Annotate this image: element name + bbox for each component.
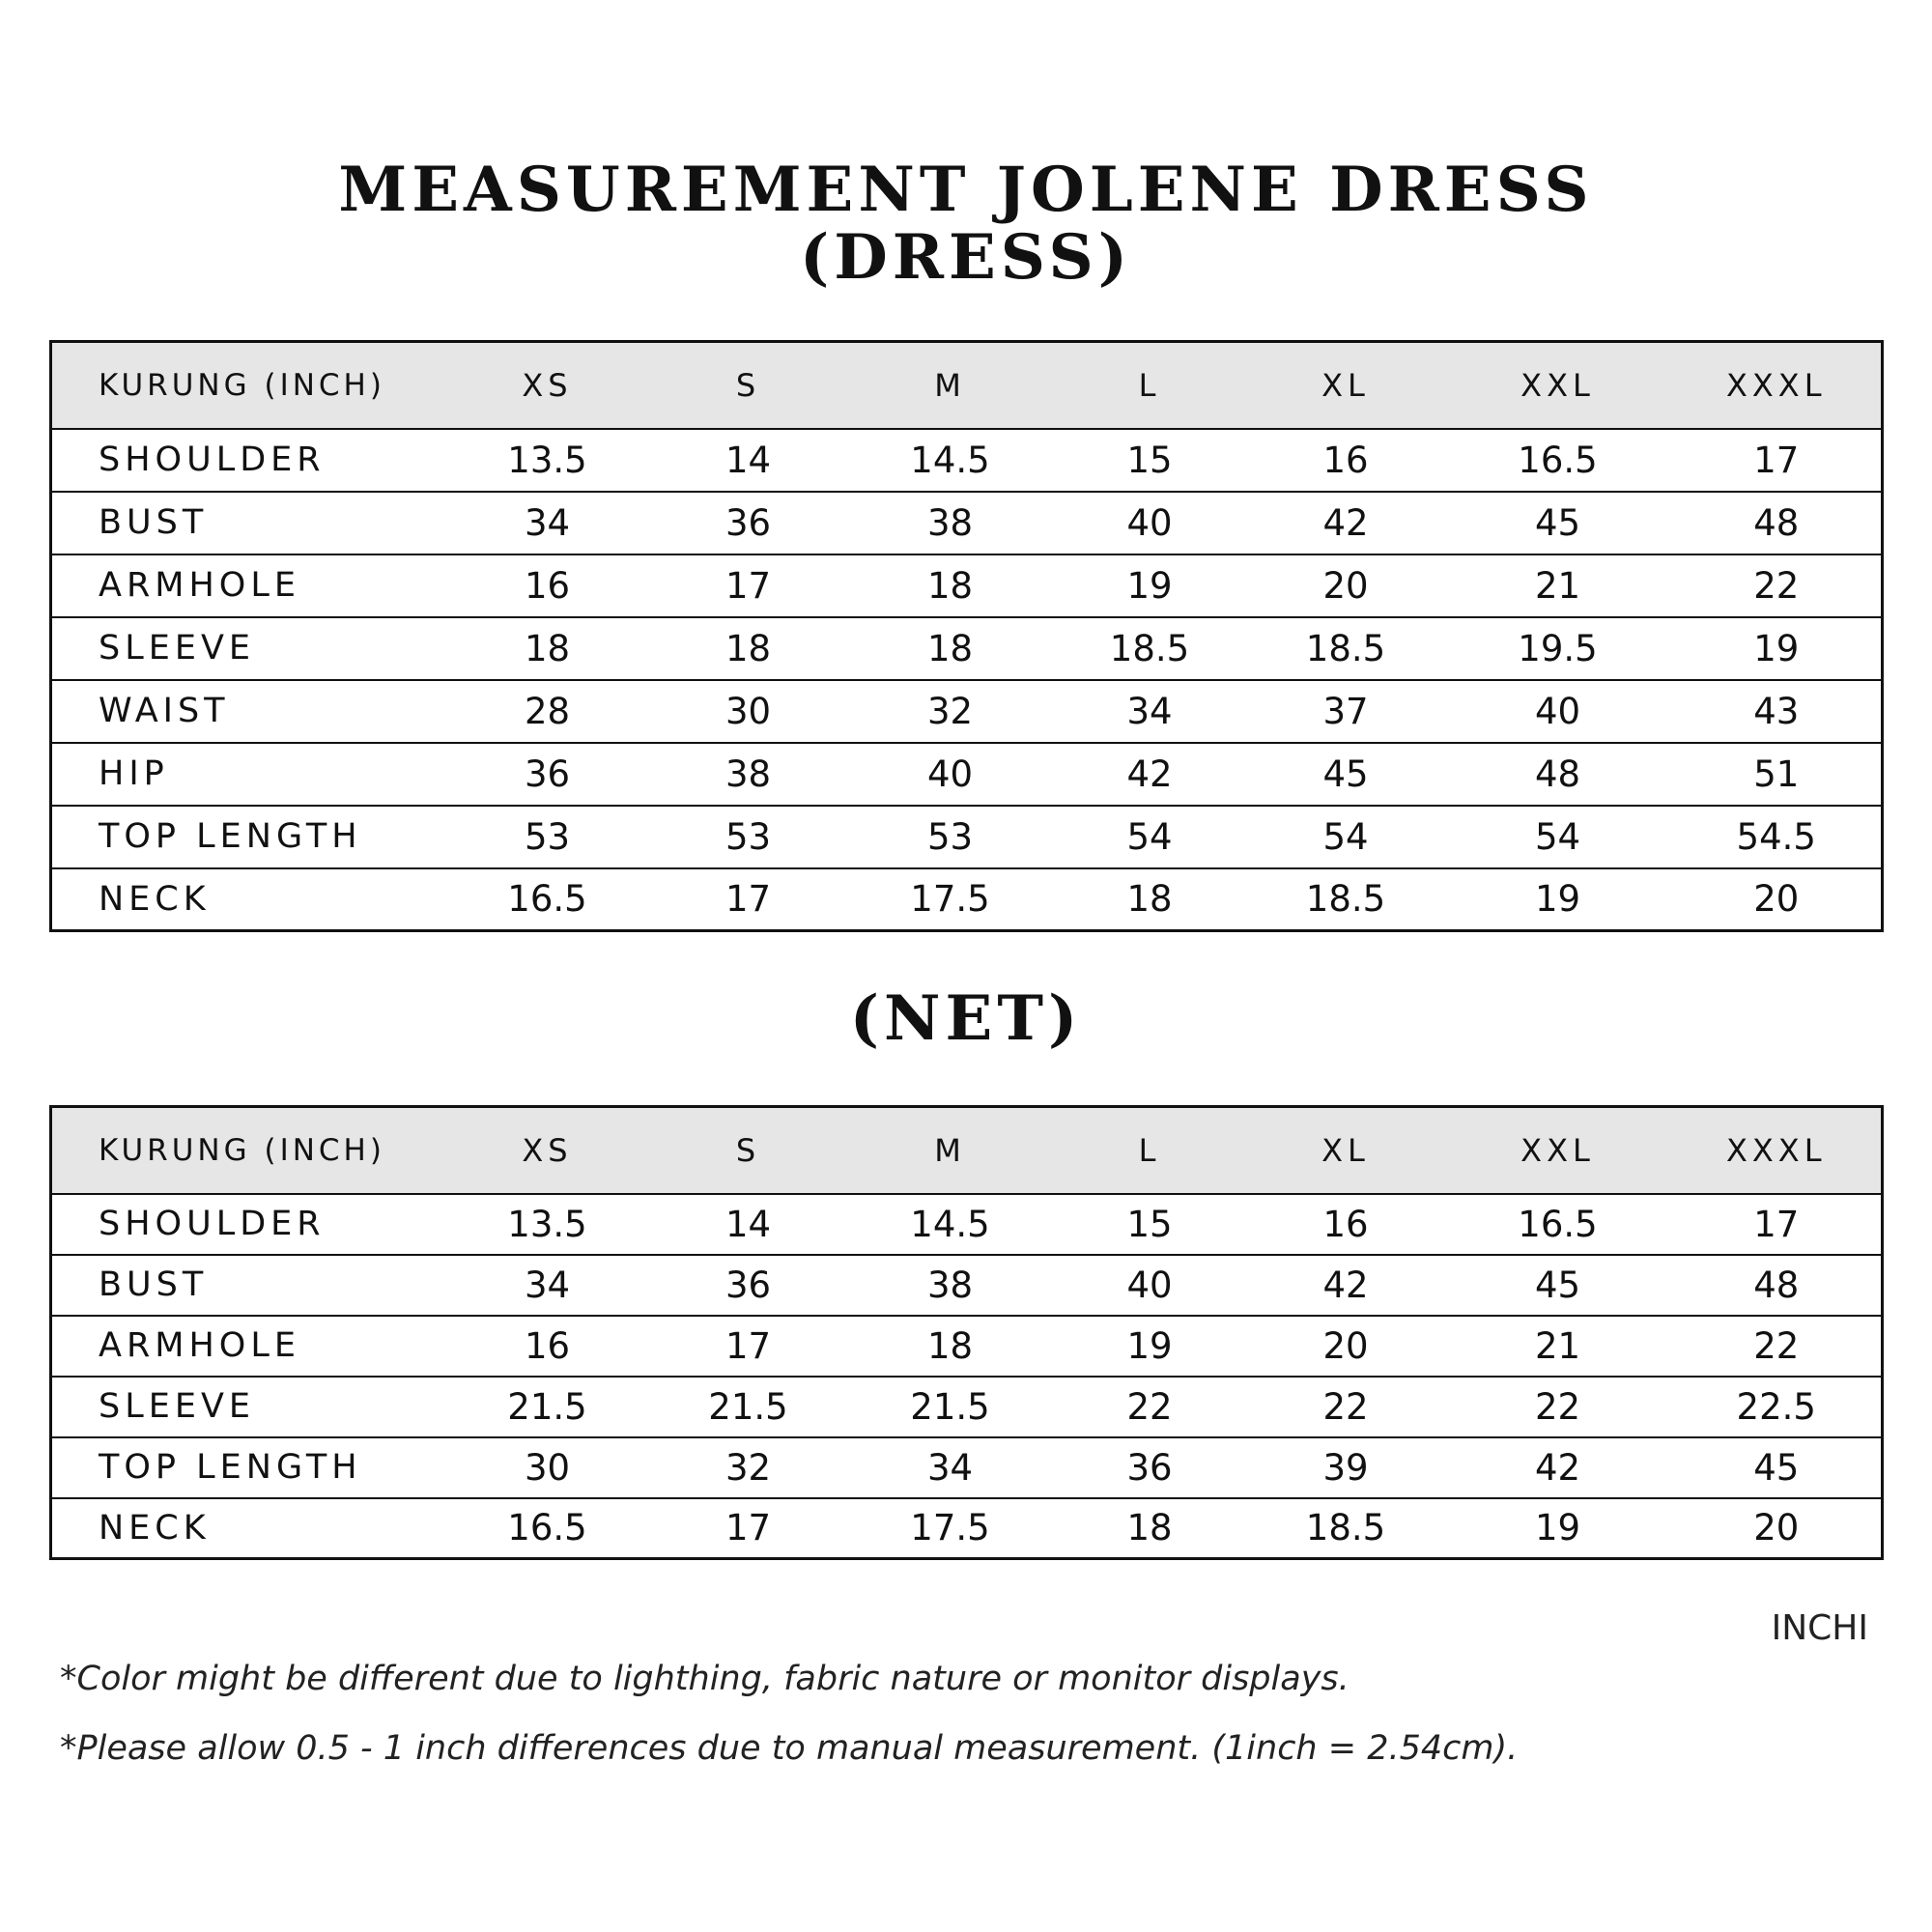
value-cell: 54 [1444, 806, 1672, 868]
header-size-cell: XS [447, 1107, 648, 1194]
value-cell: 13.5 [447, 1194, 648, 1255]
value-cell: 14.5 [849, 429, 1052, 492]
value-cell: 39 [1248, 1437, 1444, 1498]
value-cell: 16 [1248, 1194, 1444, 1255]
value-cell: 40 [1052, 492, 1248, 554]
value-cell: 32 [648, 1437, 849, 1498]
value-cell: 42 [1248, 492, 1444, 554]
value-cell: 18 [849, 1316, 1052, 1377]
value-cell: 16 [447, 1316, 648, 1377]
header-size-cell: M [849, 1107, 1052, 1194]
value-cell: 53 [849, 806, 1052, 868]
value-cell: 17 [1672, 429, 1883, 492]
row-label-cell: TOP LENGTH [51, 1437, 447, 1498]
header-size-cell: L [1052, 1107, 1248, 1194]
value-cell: 21.5 [648, 1377, 849, 1437]
value-cell: 53 [447, 806, 648, 868]
header-size-cell: XXL [1444, 342, 1672, 429]
measurement-note: *Please allow 0.5 - 1 inch differences due to manual measurement. (1inch = 2.54cm). [60, 1729, 1519, 1768]
value-cell: 38 [849, 1255, 1052, 1316]
value-cell: 16 [1248, 429, 1444, 492]
header-size-cell: S [648, 1107, 849, 1194]
value-cell: 22 [1052, 1377, 1248, 1437]
table-row [51, 868, 1883, 931]
value-cell: 15 [1052, 429, 1248, 492]
value-cell: 20 [1672, 1498, 1883, 1559]
table-row [51, 554, 1883, 617]
header-label-cell: KURUNG (INCH) [51, 342, 447, 429]
value-cell: 16.5 [447, 1498, 648, 1559]
value-cell: 45 [1672, 1437, 1883, 1498]
row-label-cell: NECK [51, 868, 447, 931]
table-row [51, 1498, 1883, 1559]
value-cell: 18 [849, 617, 1052, 680]
value-cell: 18.5 [1052, 617, 1248, 680]
value-cell: 21 [1444, 554, 1672, 617]
value-cell: 42 [1052, 743, 1248, 806]
value-cell: 16 [447, 554, 648, 617]
value-cell: 17 [648, 1498, 849, 1559]
value-cell: 54.5 [1672, 806, 1883, 868]
value-cell: 36 [1052, 1437, 1248, 1498]
value-cell: 48 [1672, 492, 1883, 554]
value-cell: 34 [447, 492, 648, 554]
table-header-row [51, 1107, 1883, 1194]
header-size-cell: XL [1248, 342, 1444, 429]
table-row [51, 806, 1883, 868]
value-cell: 17 [1672, 1194, 1883, 1255]
value-cell: 48 [1672, 1255, 1883, 1316]
row-label-cell: SLEEVE [51, 1377, 447, 1437]
value-cell: 32 [849, 680, 1052, 743]
value-cell: 18 [447, 617, 648, 680]
header-size-cell: S [648, 342, 849, 429]
value-cell: 18.5 [1248, 1498, 1444, 1559]
value-cell: 30 [447, 1437, 648, 1498]
header-size-cell: XS [447, 342, 648, 429]
value-cell: 42 [1444, 1437, 1672, 1498]
net-size-table [49, 1105, 1884, 1560]
value-cell: 17 [648, 554, 849, 617]
section-title-dress: (DRESS) [799, 221, 1133, 294]
table-row [51, 1194, 1883, 1255]
row-label-cell: HIP [51, 743, 447, 806]
value-cell: 16.5 [1444, 429, 1672, 492]
value-cell: 36 [648, 1255, 849, 1316]
value-cell: 36 [648, 492, 849, 554]
table-row [51, 1255, 1883, 1316]
row-label-cell: NECK [51, 1498, 447, 1559]
row-label-cell: ARMHOLE [51, 1316, 447, 1377]
value-cell: 22 [1444, 1377, 1672, 1437]
value-cell: 16.5 [1444, 1194, 1672, 1255]
value-cell: 14 [648, 1194, 849, 1255]
value-cell: 18 [648, 617, 849, 680]
value-cell: 48 [1444, 743, 1672, 806]
value-cell: 13.5 [447, 429, 648, 492]
value-cell: 19 [1444, 1498, 1672, 1559]
value-cell: 42 [1248, 1255, 1444, 1316]
header-size-cell: XL [1248, 1107, 1444, 1194]
row-label-cell: SHOULDER [51, 429, 447, 492]
value-cell: 14.5 [849, 1194, 1052, 1255]
row-label-cell: BUST [51, 1255, 447, 1316]
value-cell: 17 [648, 1316, 849, 1377]
table-row [51, 617, 1883, 680]
value-cell: 18 [849, 554, 1052, 617]
value-cell: 45 [1444, 492, 1672, 554]
header-size-cell: XXXL [1672, 1107, 1883, 1194]
value-cell: 36 [447, 743, 648, 806]
row-label-cell: WAIST [51, 680, 447, 743]
value-cell: 20 [1248, 1316, 1444, 1377]
value-cell: 19 [1672, 617, 1883, 680]
value-cell: 22 [1248, 1377, 1444, 1437]
value-cell: 21 [1444, 1316, 1672, 1377]
value-cell: 51 [1672, 743, 1883, 806]
value-cell: 38 [849, 492, 1052, 554]
table-row [51, 1377, 1883, 1437]
value-cell: 19.5 [1444, 617, 1672, 680]
value-cell: 40 [1444, 680, 1672, 743]
value-cell: 17 [648, 868, 849, 931]
value-cell: 37 [1248, 680, 1444, 743]
value-cell: 22 [1672, 1316, 1883, 1377]
table-row [51, 1437, 1883, 1498]
value-cell: 21.5 [849, 1377, 1052, 1437]
value-cell: 19 [1052, 1316, 1248, 1377]
value-cell: 18.5 [1248, 868, 1444, 931]
table-row [51, 1316, 1883, 1377]
row-label-cell: ARMHOLE [51, 554, 447, 617]
value-cell: 34 [447, 1255, 648, 1316]
value-cell: 20 [1248, 554, 1444, 617]
value-cell: 22 [1672, 554, 1883, 617]
row-label-cell: SLEEVE [51, 617, 447, 680]
value-cell: 53 [648, 806, 849, 868]
value-cell: 54 [1248, 806, 1444, 868]
header-size-cell: XXL [1444, 1107, 1672, 1194]
row-label-cell: TOP LENGTH [51, 806, 447, 868]
value-cell: 45 [1248, 743, 1444, 806]
value-cell: 17.5 [849, 868, 1052, 931]
value-cell: 19 [1052, 554, 1248, 617]
value-cell: 18.5 [1248, 617, 1444, 680]
header-size-cell: XXXL [1672, 342, 1883, 429]
value-cell: 38 [648, 743, 849, 806]
table-row [51, 680, 1883, 743]
value-cell: 19 [1444, 868, 1672, 931]
page-title: MEASUREMENT JOLENE DRESS [338, 154, 1594, 226]
unit-label: INCHI [1771, 1608, 1868, 1648]
table-row [51, 743, 1883, 806]
value-cell: 34 [849, 1437, 1052, 1498]
header-label-cell: KURUNG (INCH) [51, 1107, 447, 1194]
dress-size-table [49, 340, 1884, 932]
section-title-net: (NET) [849, 982, 1083, 1055]
value-cell: 34 [1052, 680, 1248, 743]
value-cell: 43 [1672, 680, 1883, 743]
value-cell: 21.5 [447, 1377, 648, 1437]
value-cell: 30 [648, 680, 849, 743]
value-cell: 45 [1444, 1255, 1672, 1316]
header-size-cell: M [849, 342, 1052, 429]
header-size-cell: L [1052, 342, 1248, 429]
value-cell: 15 [1052, 1194, 1248, 1255]
value-cell: 18 [1052, 868, 1248, 931]
value-cell: 40 [849, 743, 1052, 806]
color-note: *Color might be different due to lighthing, fabric nature or monitor displays. [60, 1660, 1350, 1698]
value-cell: 18 [1052, 1498, 1248, 1559]
value-cell: 54 [1052, 806, 1248, 868]
table-header-row [51, 342, 1883, 429]
value-cell: 20 [1672, 868, 1883, 931]
value-cell: 22.5 [1672, 1377, 1883, 1437]
row-label-cell: SHOULDER [51, 1194, 447, 1255]
value-cell: 17.5 [849, 1498, 1052, 1559]
value-cell: 14 [648, 429, 849, 492]
row-label-cell: BUST [51, 492, 447, 554]
value-cell: 28 [447, 680, 648, 743]
table-row [51, 492, 1883, 554]
value-cell: 16.5 [447, 868, 648, 931]
table-row [51, 429, 1883, 492]
value-cell: 40 [1052, 1255, 1248, 1316]
